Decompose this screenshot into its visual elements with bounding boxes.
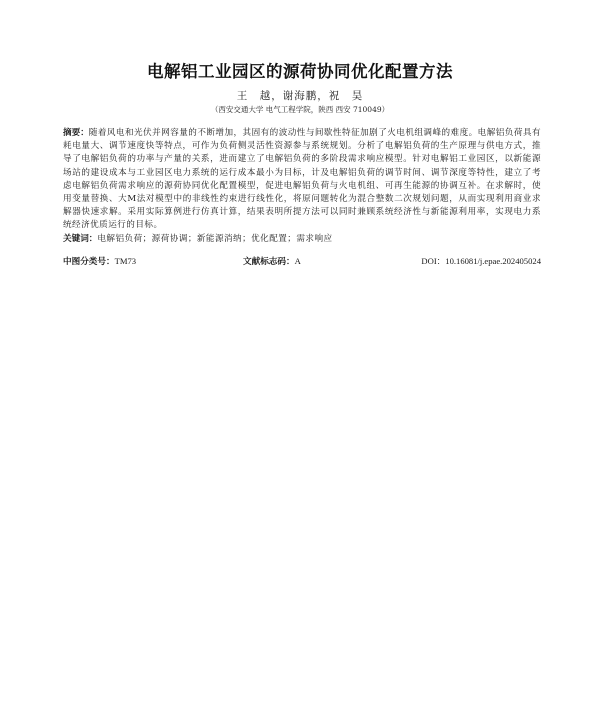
abstract-label: 摘要： — [63, 128, 89, 138]
paper-title: 电解铝工业园区的源荷协同优化配置方法 — [147, 62, 453, 81]
document-code-value: A — [294, 256, 301, 266]
classification-label: 中图分类号： — [63, 257, 115, 267]
document-code-label: 文献标志码： — [243, 257, 295, 267]
abstract-section — [63, 127, 541, 246]
paper-authors: 王 越，谢海鹏，祝 昊 — [236, 90, 364, 102]
doi-label: DOI： — [421, 256, 446, 266]
classification-number — [63, 255, 136, 269]
keywords-line — [63, 233, 541, 246]
document-code — [243, 255, 301, 269]
abstract-paragraph — [63, 127, 541, 233]
classification-value: TM73 — [114, 256, 137, 266]
keywords-text: 电解铝负荷；源荷协调；新能源消纳；优化配置；需求响应 — [97, 233, 333, 244]
abstract-text: 随着风电和光伏并网容量的不断增加，其固有的波动性与间歇性特征加剧了火电机组调峰的难度。电解铝负荷具有耗电量大、调节速度快等特点，可作为负荷侧灵活性资源参与系统规划。分析了电解铝负荷的生产原理与供电方式，推导了电解铝负荷的功率与产量的关系，进而建立了电解铝负荷的多阶段需求响应模型。针对电解铝工业园区，以新能源场站的建设成本与工业园区电力系统的运行成本最小为目标，计及电解铝负荷的调节时间、调节深度等特性，建立了考虑电解铝负荷需求响应的源荷协同优化配置模型，促进电解铝负荷与火电机组、可再生能源的协调互补。在求解时，使用变量替换、大M法对模型中的非线性约束进行线性化，将原问题转化为混合整数二次规划问题，从而实现利用商业求解器快速求解。采用实际算例进行仿真计算，结果表明所提方法可以同时兼顾系统经济性与新能源利用率，实现电力系统经济优质运行的目标。 — [63, 128, 541, 231]
keywords-label: 关键词： — [63, 233, 98, 244]
doi-value: 10.16081/j.epae.202405024 — [445, 256, 541, 266]
paper-affiliation: （西安交通大学 电气工程学院，陕西 西安 710049） — [210, 105, 390, 114]
doi — [421, 255, 541, 268]
